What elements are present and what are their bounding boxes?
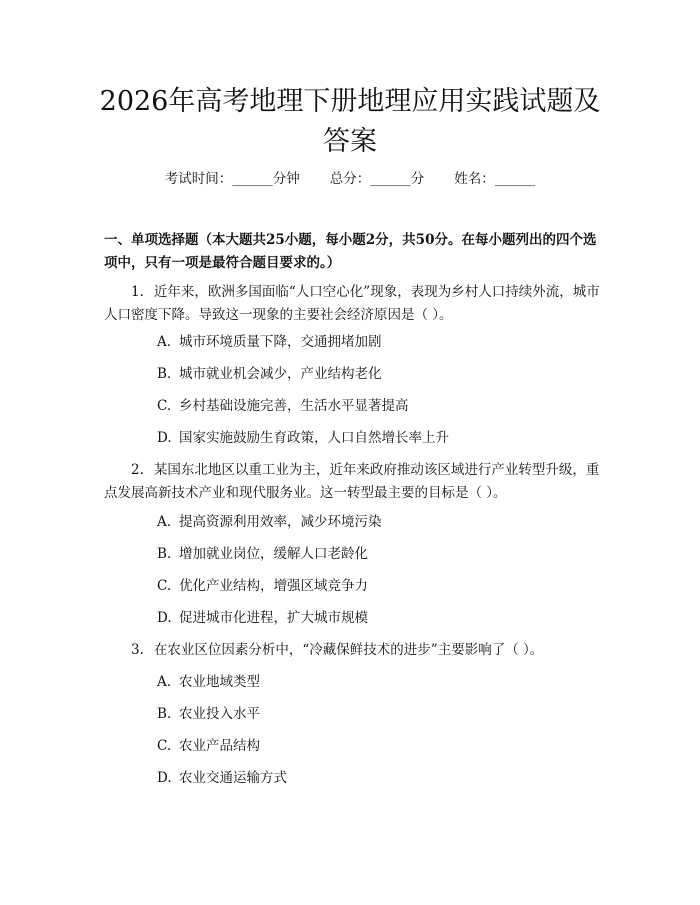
question-1-option-a bbox=[157, 333, 382, 351]
option-letter: C. bbox=[157, 398, 172, 414]
option-text: 农业交通运输方式 bbox=[179, 770, 287, 786]
option-letter: A. bbox=[157, 674, 172, 690]
question-3-stem bbox=[104, 639, 600, 662]
option-letter: D. bbox=[157, 770, 172, 786]
option-letter: B. bbox=[157, 546, 172, 562]
option-text: 农业投入水平 bbox=[179, 706, 260, 722]
option-text: 乡村基础设施完善，生活水平显著提高 bbox=[179, 398, 409, 414]
option-text: 增加就业岗位，缓解人口老龄化 bbox=[179, 546, 368, 562]
question-text: 在农业区位因素分析中，“冷藏保鲜技术的进步”主要影响了（ ）。 bbox=[153, 642, 544, 658]
total-score-field: 总分：______分 bbox=[329, 171, 425, 187]
option-letter: B. bbox=[157, 706, 172, 722]
option-text: 优化产业结构，增强区域竞争力 bbox=[179, 578, 368, 594]
question-2-option-b bbox=[157, 545, 368, 563]
question-1-option-d bbox=[157, 429, 449, 447]
question-2-option-c bbox=[157, 577, 368, 595]
option-text: 农业产品结构 bbox=[179, 738, 260, 754]
question-3-option-d bbox=[157, 769, 287, 787]
question-number: 1. bbox=[131, 284, 144, 300]
option-text: 城市就业机会减少，产业结构老化 bbox=[179, 366, 382, 382]
option-text: 提高资源利用效率，减少环境污染 bbox=[179, 514, 382, 530]
option-letter: A. bbox=[157, 334, 172, 350]
question-number: 3. bbox=[131, 642, 144, 658]
option-letter: A. bbox=[157, 514, 172, 530]
section-heading: 一、单项选择题（本大题共25小题，每小题2分，共50分。在每小题列出的四个选项中，只有一项是最符合题目要求的。） bbox=[104, 232, 597, 271]
question-text: 近年来，欧洲多国面临“人口空心化”现象，表现为乡村人口持续外流，城市人口密度下降。导致这一现象的主要社会经济原因是（ ）。 bbox=[104, 284, 600, 323]
option-letter: D. bbox=[157, 610, 172, 626]
option-letter: D. bbox=[157, 430, 172, 446]
exam-time-field: 考试时间：______分钟 bbox=[164, 171, 300, 187]
question-2-stem bbox=[104, 459, 600, 505]
question-1-option-c bbox=[157, 397, 409, 415]
option-text: 国家实施鼓励生育政策，人口自然增长率上升 bbox=[179, 430, 449, 446]
question-1-stem bbox=[104, 281, 600, 327]
question-3-option-b bbox=[157, 705, 260, 723]
question-2-option-a bbox=[157, 513, 382, 531]
option-text: 促进城市化进程，扩大城市规模 bbox=[179, 610, 368, 626]
page-title: 2026年高考地理下册地理应用实践试题及答案 bbox=[99, 86, 601, 157]
student-name-field: 姓名：______ bbox=[454, 171, 536, 187]
question-3-option-c bbox=[157, 737, 260, 755]
question-2-option-d bbox=[157, 609, 368, 627]
option-letter: B. bbox=[157, 366, 172, 382]
question-number: 2. bbox=[131, 462, 144, 478]
option-text: 农业地域类型 bbox=[179, 674, 260, 690]
option-text: 城市环境质量下降，交通拥堵加剧 bbox=[179, 334, 382, 350]
option-letter: C. bbox=[157, 738, 172, 754]
exam-info-line bbox=[0, 170, 700, 188]
option-letter: C. bbox=[157, 578, 172, 594]
question-1-option-b bbox=[157, 365, 382, 383]
question-text: 某国东北地区以重工业为主，近年来政府推动该区域进行产业转型升级，重点发展高新技术产业和现代服务业。这一转型最主要的目标是（ ）。 bbox=[104, 462, 600, 501]
question-3-option-a bbox=[157, 673, 260, 691]
